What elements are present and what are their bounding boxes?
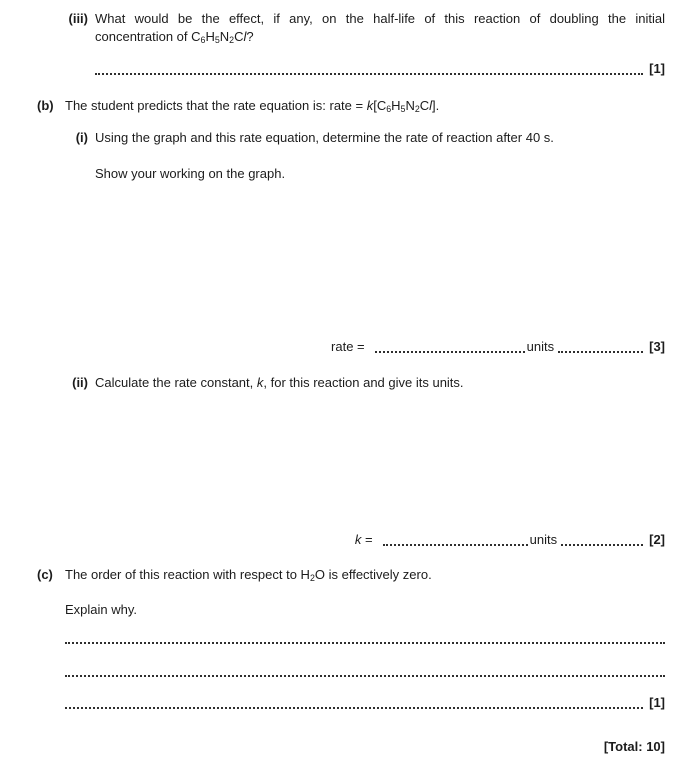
dotted-answer-blank — [65, 642, 665, 644]
question-part-b-ii — [60, 374, 665, 392]
marks-label: [2] — [649, 532, 665, 547]
part-label-b-i: (i) — [75, 130, 88, 145]
question-part-iii — [60, 10, 665, 46]
dotted-answer-blank — [95, 73, 643, 75]
part-label-iii: (iii) — [68, 11, 88, 26]
question-part-b-i — [60, 129, 665, 147]
rate-equals-label: rate = — [331, 339, 365, 354]
answer-line-iii — [95, 60, 665, 78]
part-label-b: (b) — [37, 98, 54, 113]
dotted-answer-blank — [561, 544, 643, 546]
part-b-ii-text: Calculate the rate constant, k, for this reaction and give its units. — [95, 375, 464, 390]
total-marks-label: [Total: 10] — [603, 739, 665, 754]
part-iii-line1: What would be the effect, if any, on the half-life of this reaction of doubling the initial — [95, 11, 665, 26]
units-label: units — [526, 339, 555, 354]
k-equals-label: k = — [354, 532, 373, 547]
dotted-answer-blank — [65, 707, 643, 709]
dotted-answer-blank — [375, 351, 525, 353]
part-b-text: The student predicts that the rate equation is: rate = $k[C_6H_5N_2Cl]$. — [65, 98, 440, 114]
part-c-text: The order of this reaction with respect to $H_2O$ is effectively zero. — [65, 567, 432, 583]
part-b-i-note: Show your working on the graph. — [95, 166, 286, 181]
k-answer-line — [95, 531, 665, 549]
marks-label: [3] — [649, 339, 665, 354]
question-part-b — [37, 97, 665, 115]
units-label: units — [529, 532, 558, 547]
rate-answer-line — [95, 338, 665, 356]
part-label-b-ii: (ii) — [72, 375, 88, 390]
part-b-i-text: Using the graph and this rate equation, determine the rate of reaction after 40 s. — [95, 130, 554, 145]
part-iii-line2: concentration of $C_6H_5N_2Cl$? — [95, 29, 254, 45]
part-c-prompt: Explain why. — [65, 602, 138, 617]
dotted-answer-blank — [558, 351, 643, 353]
dotted-answer-blank — [65, 675, 665, 677]
part-label-c: (c) — [37, 567, 53, 582]
answer-line-c-3 — [65, 694, 665, 712]
answer-line-c-2 — [65, 662, 665, 680]
answer-line-c-1 — [65, 629, 665, 647]
marks-label: [1] — [649, 695, 665, 710]
dotted-answer-blank — [383, 544, 528, 546]
marks-label: [1] — [649, 61, 665, 76]
question-part-c — [37, 566, 665, 584]
part-iii-text — [95, 10, 665, 46]
